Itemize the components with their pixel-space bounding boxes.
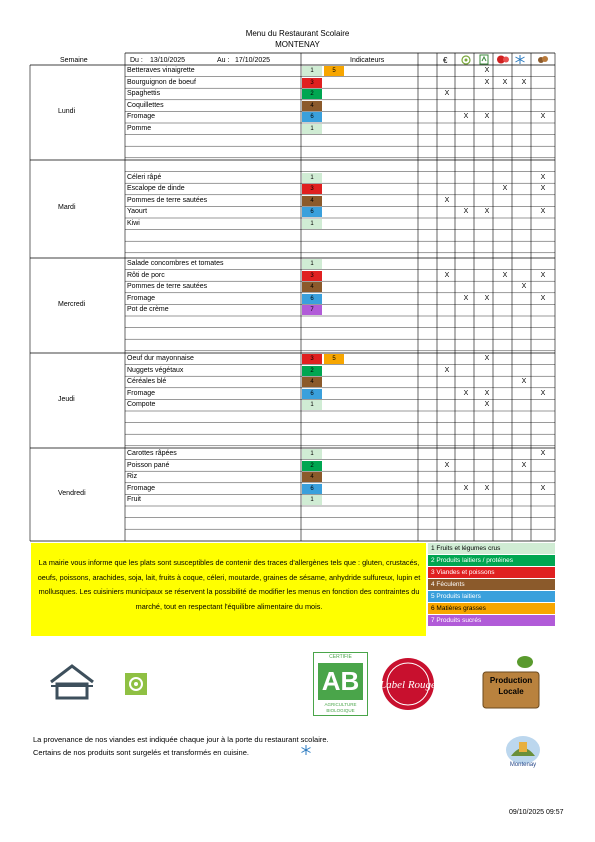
indicator-x-mark: X — [463, 484, 469, 492]
indicator-cell — [302, 184, 322, 194]
indicator-number: 1 — [310, 497, 314, 504]
production-locale-line1: Production — [489, 676, 533, 685]
dish-name: Bourguignon de boeuf — [127, 78, 196, 86]
indicator-x-mark: X — [484, 401, 490, 409]
indicator-x-mark: X — [502, 78, 508, 86]
indicator-cell — [302, 207, 322, 217]
indicator-x-mark: X — [444, 461, 450, 469]
ecology-icon — [460, 55, 472, 65]
indicator-cell — [302, 472, 322, 482]
indicator-cell — [302, 271, 322, 281]
indicator-cell — [302, 449, 322, 459]
dish-name: Yaourt — [127, 208, 148, 216]
legend-item: 6 Matières grasses — [428, 603, 555, 614]
indicator-cell — [302, 259, 322, 269]
dish-name: Oeuf dur mayonnaise — [127, 355, 194, 362]
indicator-x-mark: X — [484, 78, 490, 86]
indicator-number: 3 — [310, 186, 314, 193]
dish-name: Fromage — [127, 294, 156, 302]
day-label-mardi: Mardi — [58, 204, 76, 211]
legend-item: 7 Produits sucrés — [428, 615, 555, 626]
day-label-jeudi: Jeudi — [58, 395, 75, 403]
dish-name: Fruit — [127, 496, 141, 504]
indicator-cell — [302, 196, 322, 206]
indicator-number: 1 — [310, 174, 314, 181]
indicator-cell — [302, 78, 322, 88]
indicator-x-mark: X — [540, 185, 546, 193]
indicator-x-mark: X — [502, 185, 508, 193]
indicator-x-mark: X — [484, 355, 490, 362]
dish-name: Fromage — [127, 113, 156, 121]
indicator-number: 3 — [310, 79, 314, 86]
indicator-x-mark: X — [521, 78, 527, 86]
indicator-cell — [302, 282, 322, 292]
indicator-x-mark: X — [502, 271, 508, 279]
au-label: Au : — [217, 57, 230, 64]
indicator-number: 1 — [310, 221, 314, 227]
allergen-notice: La mairie vous informe que les plats sont susceptibles de contenir des traces d'allergènes tels que : gluten, crustacés, oeufs, poissons, arachides, soja, lait, fruits à coque, céleri, moutarde, graines de sésame, anhydride sulfureux, lupin et mollusques. Les cuisiniers municipaux se réservent la possibilité de modifier les menus en fonction des contraintes du marché, tout en respectant l'équilibre alimentaire du mois. — [37, 558, 421, 611]
indicator-x-mark: X — [540, 389, 546, 397]
euro-icon: € — [443, 56, 448, 65]
indicator-x-mark: X — [444, 196, 450, 204]
indicator-x-mark: X — [521, 461, 527, 469]
indicator-x-mark: X — [484, 484, 490, 492]
indicator-x-mark: X — [444, 90, 450, 98]
dish-name: Céréales blé — [127, 378, 167, 386]
indicator-cell — [302, 354, 322, 364]
dish-name: Fromage — [127, 484, 156, 492]
label-rouge-text: Label Rouge — [380, 679, 436, 691]
dish-name: Poisson pané — [127, 461, 170, 469]
indicator-x-mark: X — [444, 271, 450, 279]
ab-logo — [313, 652, 368, 716]
indicator-number: 4 — [310, 197, 314, 204]
footer-line-1: La provenance de nos viandes est indiquée chaque jour à la porte du restaurant scolaire. — [33, 735, 329, 744]
indicator-x-mark: X — [540, 294, 546, 302]
indicator-x-mark: X — [444, 366, 450, 374]
indicator-x-mark: X — [484, 389, 490, 397]
dish-name: Betteraves vinaigrette — [127, 67, 195, 74]
page-subtitle: MONTENAY — [275, 40, 320, 49]
indicator-x-mark: X — [540, 484, 546, 492]
indicator-number: 7 — [310, 307, 314, 314]
day-label-vendredi: Vendredi — [58, 489, 86, 497]
indicator-cell — [302, 101, 322, 111]
indicator-cell — [302, 366, 322, 376]
dish-name: Pommes de terre sautées — [127, 196, 208, 204]
montenay-text: Montenay — [509, 762, 537, 768]
indicator-cell — [302, 484, 322, 494]
indicator-x-mark: X — [540, 173, 546, 181]
production-locale-line2: Locale — [498, 687, 524, 696]
dish-name: Céleri râpé — [127, 173, 162, 181]
indicator-number: 6 — [310, 295, 314, 302]
page-title: Menu du Restaurant Scolaire — [245, 29, 350, 38]
indicator-number: 3 — [310, 356, 314, 362]
indicator-x-mark: X — [463, 113, 469, 121]
indicator-x-mark: X — [521, 283, 527, 291]
indicator-cell — [324, 66, 344, 76]
indicator-x-mark: X — [540, 450, 546, 457]
dish-name: Spaghettis — [127, 90, 161, 98]
indicator-number: 5 — [332, 68, 336, 74]
indicator-cell — [302, 495, 322, 505]
legend-item: 3 Viandes et poissons — [428, 567, 555, 578]
indicator-x-mark: X — [484, 67, 490, 74]
indicator-number: 6 — [310, 114, 314, 121]
indicator-cell — [324, 354, 344, 364]
indicator-number: 2 — [310, 91, 314, 98]
indicator-x-mark: X — [463, 294, 469, 302]
dish-name: Pot de crème — [127, 306, 169, 314]
indicator-x-mark: X — [484, 113, 490, 121]
production-locale-logo — [481, 652, 541, 710]
legend-item: 5 Produits laitiers — [428, 591, 555, 602]
indicator-x-mark: X — [463, 389, 469, 397]
indicator-number: 2 — [310, 462, 314, 469]
label-rouge-logo — [380, 656, 436, 712]
indicator-x-mark: X — [540, 208, 546, 216]
indicator-cell — [302, 305, 322, 315]
semaine-header: Semaine — [60, 57, 88, 64]
indicator-number: 4 — [310, 379, 314, 386]
dish-name: Coquillettes — [127, 101, 164, 109]
montenay-crest — [503, 730, 543, 768]
indicator-number: 6 — [310, 485, 314, 492]
ab-logo-caption: AGRICULTURE BIOLOGIQUE — [324, 702, 357, 713]
local-product-icon — [479, 54, 489, 65]
indicator-number: 4 — [310, 474, 314, 481]
indicator-cell — [302, 173, 322, 183]
dish-name: Carottes râpées — [127, 450, 177, 457]
indicator-cell — [302, 124, 322, 134]
indicator-cell — [302, 219, 322, 229]
indicator-number: 4 — [310, 284, 314, 291]
label-rouge-icon — [496, 54, 510, 65]
indicator-x-mark: X — [484, 294, 490, 302]
du-date: 13/10/2025 — [150, 57, 186, 64]
indicator-number: 3 — [310, 272, 314, 279]
dish-name: Kiwi — [127, 220, 140, 227]
indicator-cell — [302, 112, 322, 122]
indicator-x-mark: X — [540, 271, 546, 279]
home-icon — [47, 662, 97, 700]
indicator-number: 1 — [310, 126, 314, 132]
indicator-cell — [302, 66, 322, 76]
frozen-icon — [514, 54, 526, 65]
dish-name: Fromage — [127, 389, 156, 397]
homemade-icon — [537, 54, 549, 65]
dish-name: Pommes de terre sautées — [127, 283, 208, 291]
dish-name: Compote — [127, 401, 156, 409]
dish-name: Rôti de porc — [127, 271, 165, 279]
indicator-cell — [302, 389, 322, 399]
legend-item: 1 Fruits et légumes crus — [428, 543, 555, 554]
au-date: 17/10/2025 — [235, 57, 271, 64]
dish-name: Escalope de dinde — [127, 185, 185, 193]
indicator-number: 2 — [310, 367, 314, 374]
eco-badge-icon — [125, 673, 147, 695]
dish-name: Nuggets végétaux — [127, 366, 184, 374]
timestamp: 09/10/2025 09:57 — [509, 809, 564, 816]
indicator-x-mark: X — [463, 208, 469, 216]
indicator-x-mark: X — [540, 113, 546, 121]
indicator-cell — [302, 89, 322, 99]
indicator-x-mark: X — [484, 208, 490, 216]
legend-item: 2 Produits laitiers / protéines — [428, 555, 555, 566]
indicator-x-mark: X — [521, 378, 527, 386]
indicator-number: 5 — [332, 356, 336, 362]
ab-logo-top-text: CERTIFIE — [329, 654, 352, 660]
indicateurs-header: Indicateurs — [350, 57, 385, 64]
snowflake-icon — [300, 744, 312, 756]
dish-name: Riz — [127, 473, 138, 481]
dish-name: Salade concombres et tomates — [127, 260, 224, 267]
indicator-number: 1 — [310, 451, 314, 457]
indicator-number: 1 — [310, 402, 314, 409]
footer-line-2: Certains de nos produits sont surgelés et transformés en cuisine. — [33, 748, 249, 757]
indicator-cell — [302, 400, 322, 410]
dish-name: Pomme — [127, 125, 152, 132]
du-label: Du : — [130, 57, 143, 64]
indicator-number: 1 — [310, 68, 314, 74]
indicator-number: 6 — [310, 390, 314, 397]
day-label-mercredi: Mercredi — [58, 300, 86, 308]
indicator-cell — [302, 294, 322, 304]
legend-item: 4 Féculents — [428, 579, 555, 590]
day-label-lundi: Lundi — [58, 107, 76, 115]
indicator-number: 4 — [310, 102, 314, 109]
indicator-number: 1 — [310, 261, 314, 267]
indicator-cell — [302, 461, 322, 471]
indicator-cell — [302, 377, 322, 387]
ab-logo-mark: AB — [318, 663, 363, 700]
indicator-number: 6 — [310, 209, 314, 216]
